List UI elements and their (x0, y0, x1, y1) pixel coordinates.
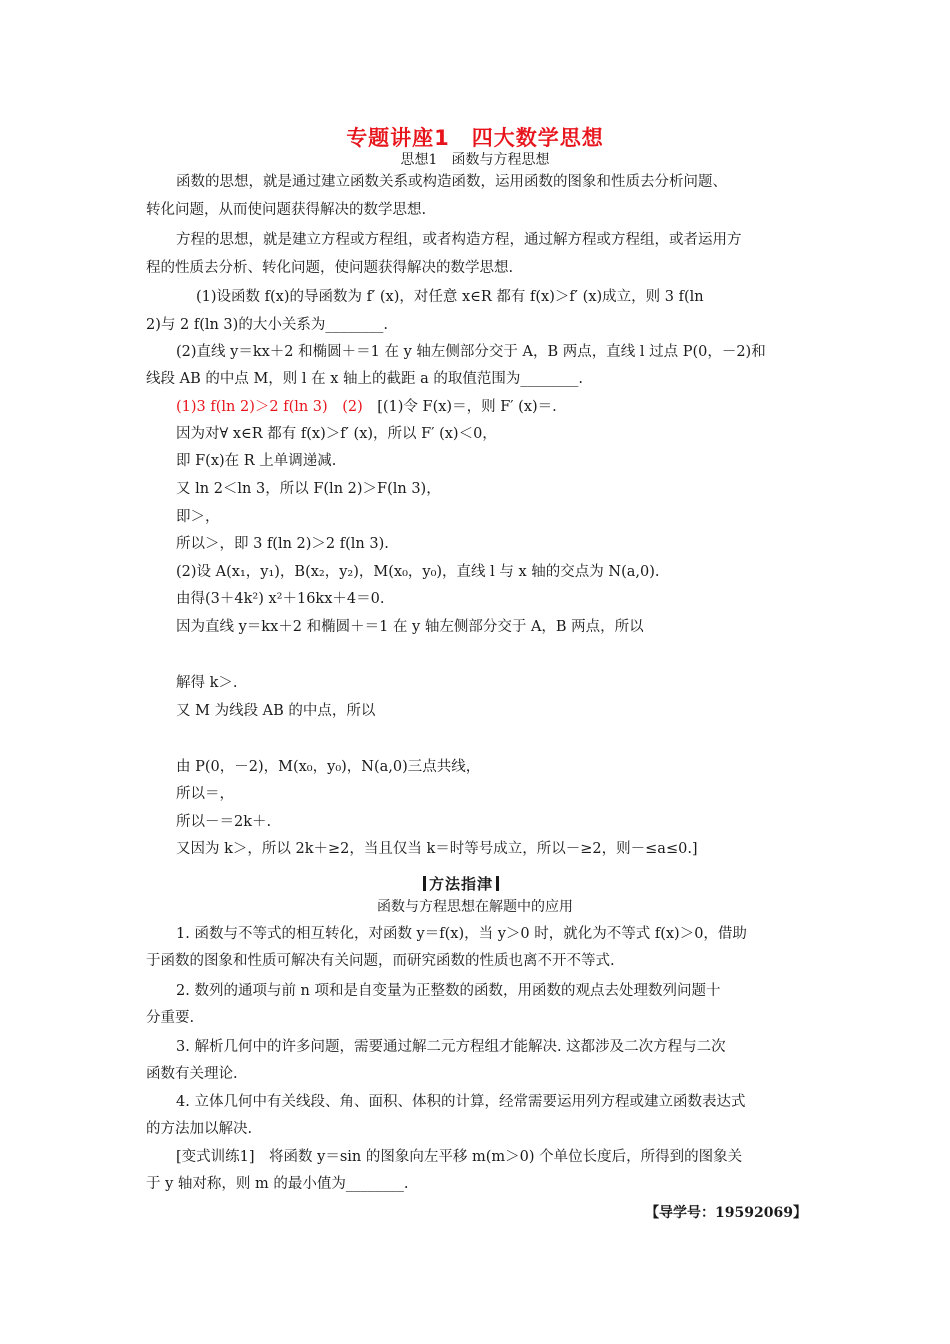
solution-line: 所以－＝2k＋. (176, 814, 272, 830)
problem-line: 线段 AB 的中点 M，则 l 在 x 轴上的截距 a 的取值范围为________. (146, 371, 584, 387)
problem-line: (2)直线 y＝kx＋2 和椭圆＋＝1 在 y 轴左侧部分交于 A，B 两点，直线 l 过点 P(0，－2)和 (176, 344, 766, 360)
solution-line: 又 ln 2＜ln 3，所以 F(ln 2)＞F(ln 3)， (176, 481, 441, 497)
exercise-line: 于 y 轴对称，则 m 的最小值为________. (146, 1176, 409, 1192)
method-item-line: 1. 函数与不等式的相互转化，对函数 y＝f(x)，当 y＞0 时，就化为不等式 f(x)＞0，借助 (176, 926, 747, 942)
method-item-line: 于函数的图象和性质可解决有关问题，而研究函数的性质也离不开不等式. (146, 953, 615, 969)
method-item-line: 2. 数列的通项与前 n 项和是自变量为正整数的函数，用函数的观点去处理数列问题十 (176, 983, 721, 999)
solution-line: 所以＝， (176, 786, 234, 802)
answer-line (176, 397, 557, 417)
solution-line: (2)设 A(x₁，y₁)，B(x₂，y₂)，M(x₀，y₀)，直线 l 与 x 轴的交点为 N(a,0). (176, 564, 660, 580)
intro-line: 转化问题，从而使问题获得解决的数学思想. (146, 202, 427, 218)
guide-number: 【导学号：19592069】 (645, 1205, 807, 1221)
solution-line: 所以＞，即 3 f(ln 2)＞2 f(ln 3). (176, 536, 389, 552)
answer-key: (1)3 f(ln 2)＞2 f(ln 3) (2) (176, 399, 378, 415)
method-heading (420, 873, 502, 894)
solution-line: 又 M 为线段 AB 的中点，所以 (176, 703, 376, 719)
solution-line: 即＞， (176, 509, 220, 525)
heading-bar-right (496, 876, 499, 891)
method-item-line: 的方法加以解决. (146, 1121, 253, 1137)
solution-line: 又因为 k＞，所以 2k＋≥2，当且仅当 k＝时等号成立，所以－≥2，则－≤a≤0.] (176, 841, 698, 857)
exercise-line: [变式训练1] 将函数 y＝sin 的图象向左平移 m(m＞0) 个单位长度后，所得到的图象关 (176, 1149, 743, 1165)
solution-line: 因为直线 y＝kx＋2 和椭圆＋＝1 在 y 轴左侧部分交于 A，B 两点，所以 (176, 619, 644, 635)
solution-line: 解得 k＞. (176, 675, 238, 691)
solution-line: 由 P(0，－2)，M(x₀，y₀)，N(a,0)三点共线， (176, 759, 481, 775)
intro-line: 程的性质去分析、转化问题，使问题获得解决的数学思想. (146, 260, 514, 276)
page-title: 专题讲座1 四大数学思想 (346, 126, 604, 150)
solution-line: 即 F(x)在 R 上单调递减. (176, 453, 337, 469)
heading-bar-left (423, 876, 426, 891)
intro-line: 方程的思想，就是建立方程或方程组，或者构造方程，通过解方程或方程组，或者运用方 (176, 232, 742, 248)
method-item-line: 3. 解析几何中的许多问题，需要通过解二元方程组才能解决. 这都涉及二次方程与二次 (176, 1039, 726, 1055)
problem-line: 2)与 2 f(ln 3)的大小关系为________. (146, 317, 388, 333)
method-item-line: 4. 立体几何中有关线段、角、面积、体积的计算，经常需要运用列方程或建立函数表达式 (176, 1094, 746, 1110)
intro-line: 函数的思想，就是通过建立函数关系或构造函数，运用函数的图象和性质去分析问题、 (176, 174, 727, 190)
method-item-line: 分重要. (146, 1010, 195, 1026)
solution-line: 由得(3＋4k²) x²＋16kx＋4＝0. (176, 591, 385, 607)
solution-line: 因为对∀ x∈R 都有 f(x)＞f′ (x)，所以 F′ (x)＜0， (176, 426, 497, 442)
method-item-line: 函数有关理论. (146, 1066, 238, 1082)
section-subtitle: 思想1 函数与方程思想 (400, 152, 550, 168)
method-subtitle: 函数与方程思想在解题中的应用 (377, 899, 573, 915)
answer-text: [(1)令 F(x)＝，则 F′ (x)＝. (377, 399, 557, 415)
method-title: 方法指津 (429, 875, 494, 893)
problem-line: (1)设函数 f(x)的导函数为 f′ (x)，对任意 x∈R 都有 f(x)＞f′ (x)成立，则 3 f(ln (196, 289, 704, 305)
